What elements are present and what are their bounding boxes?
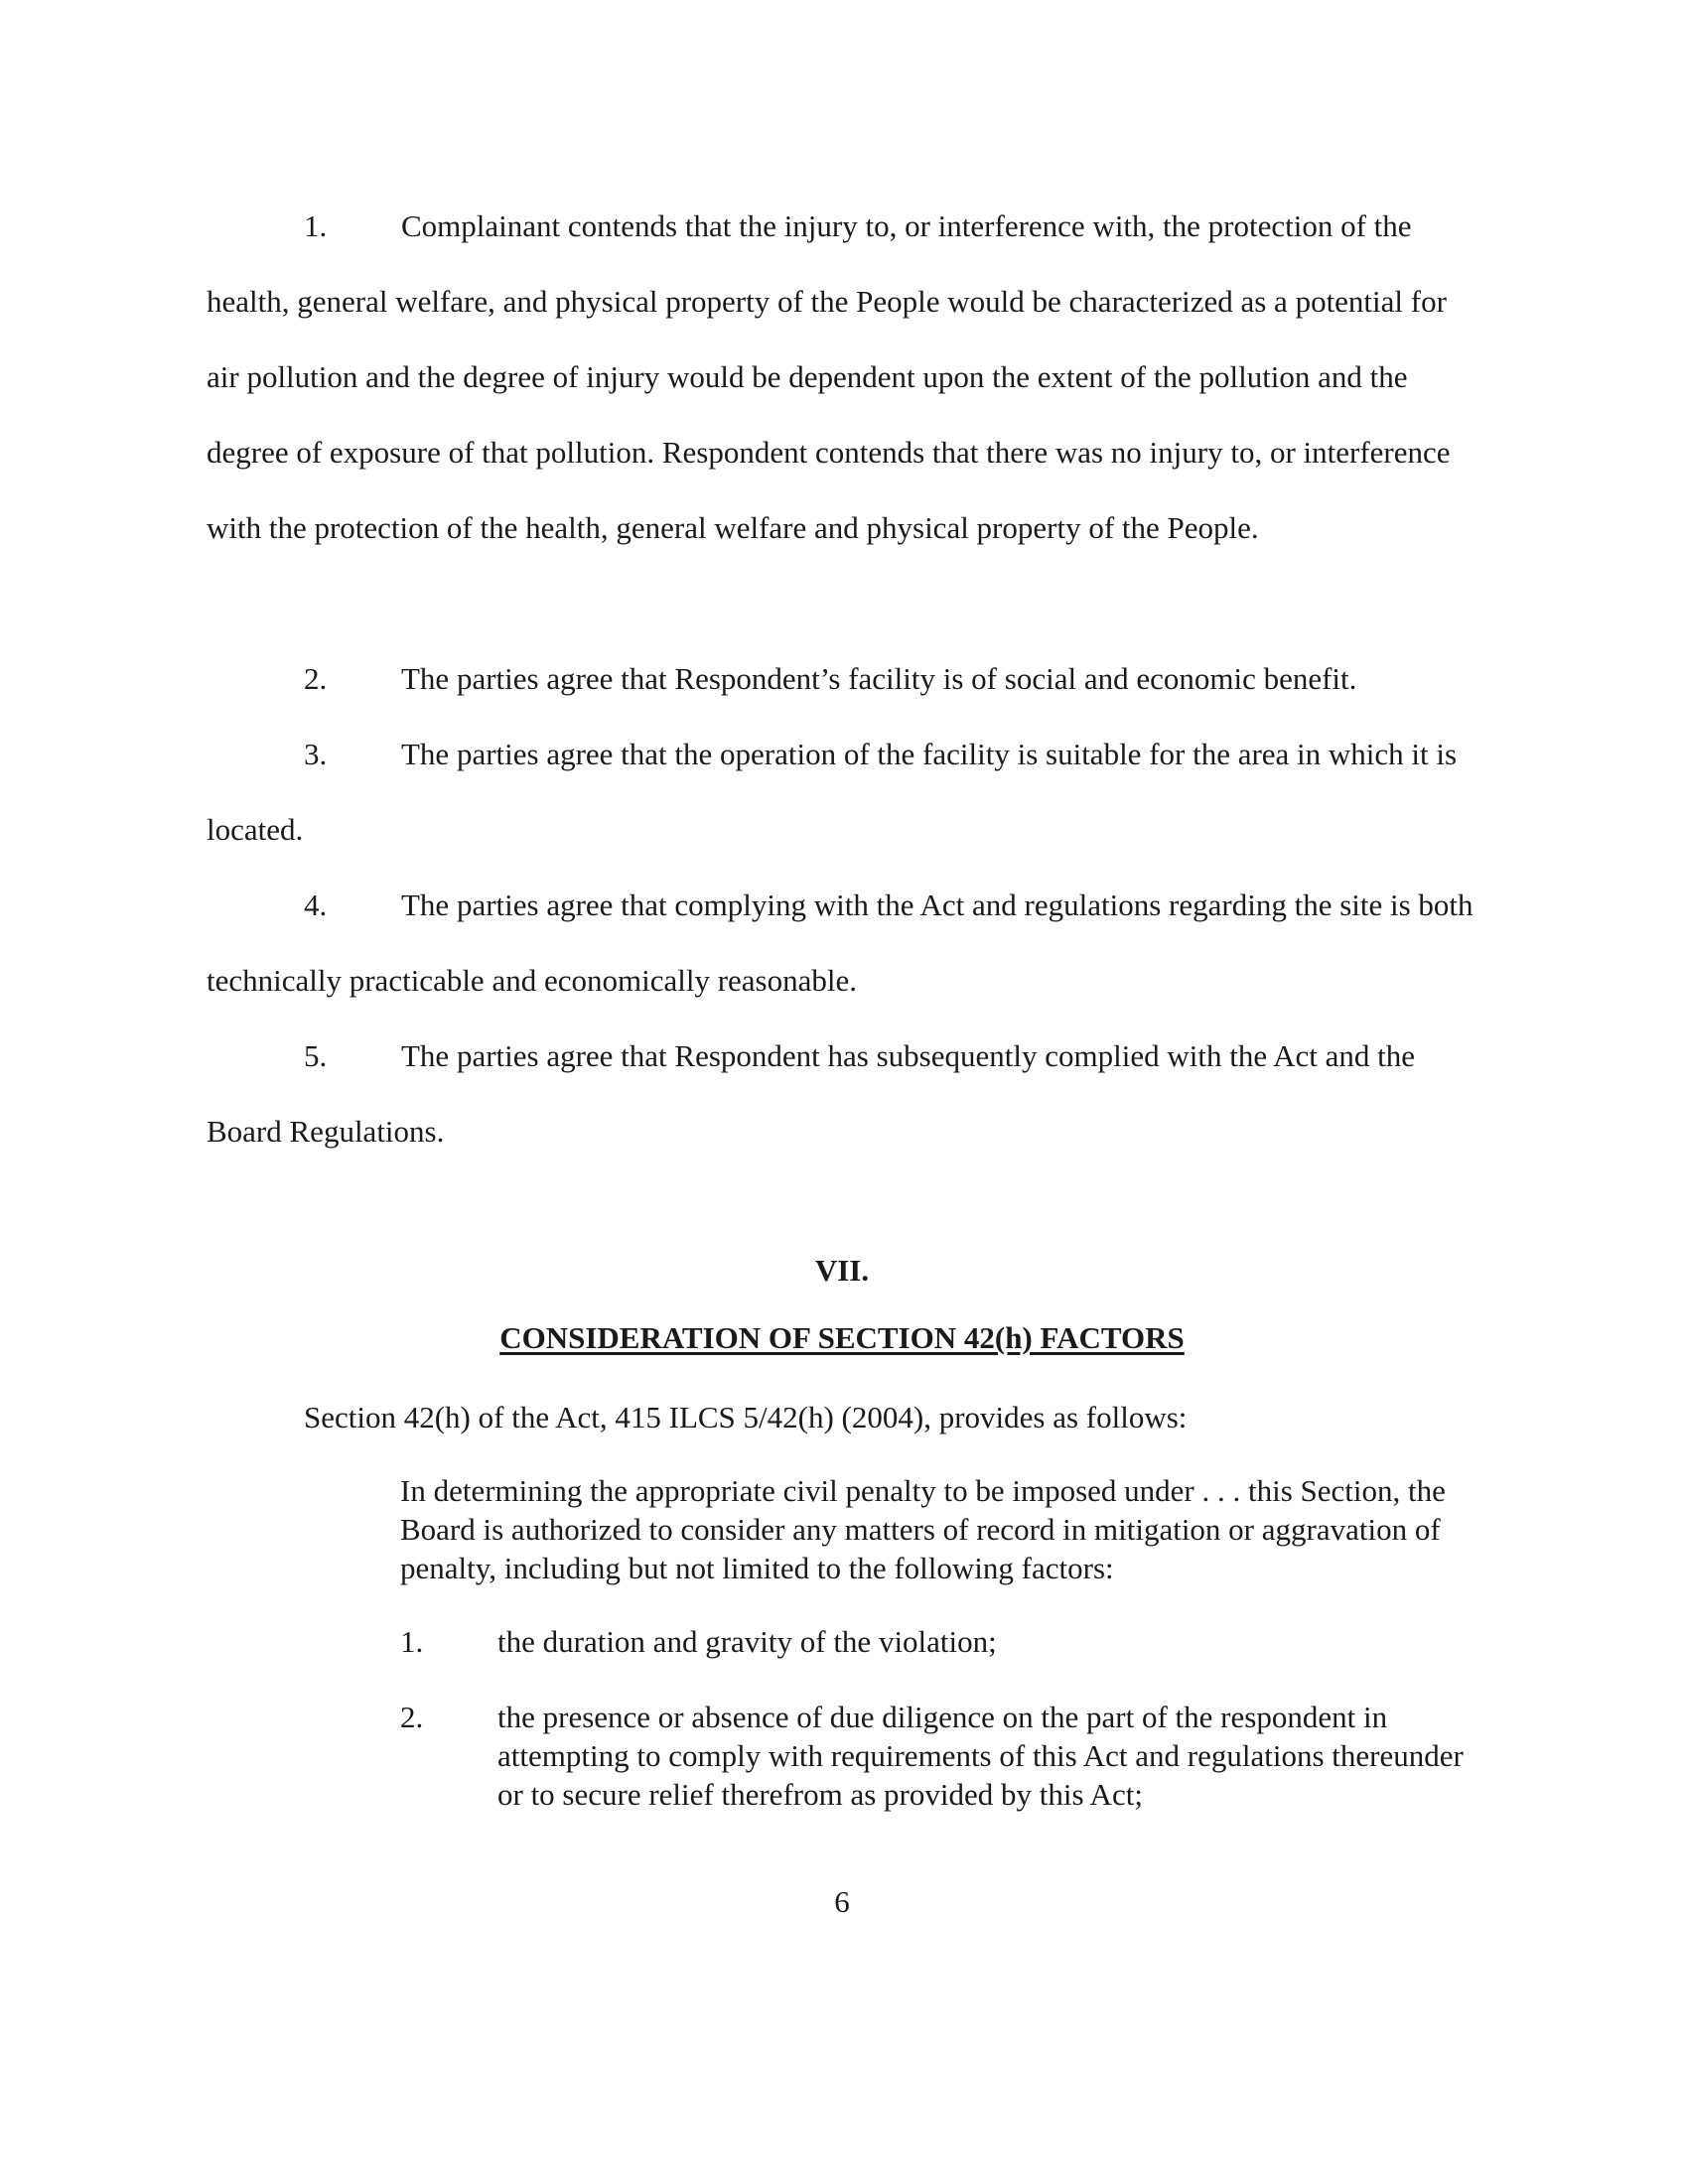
- paragraph-text: Complainant contends that the injury to, or interference with, the protection of the health, general welfare, and physical property of the People would be characterized as a potential for air pollution and the degree of injury would be dependent upon the extent of the pollution and the degree of exposure of that pollution. Respondent contends that there was no injury to, or interference with the protection of the health, general welfare and physical property of the People.: [207, 208, 1451, 545]
- section-numeral: VII.: [814, 1253, 870, 1288]
- quote-item-text: the presence or absence of due diligence on the part of the respondent in attempting to comply with requirements of this Act and regulations thereunder or to secure relief therefrom as provided by this Act;: [497, 1700, 1464, 1812]
- paragraph-number: 3.: [304, 737, 328, 771]
- quote-item-1: [400, 1622, 1482, 1661]
- paragraph-3: [207, 717, 1482, 868]
- quote-item-text: the duration and gravity of the violation;: [497, 1624, 997, 1659]
- paragraph-2: [207, 641, 1482, 717]
- quote-item-number: 1.: [400, 1624, 424, 1659]
- paragraph-number: 4.: [304, 887, 328, 922]
- quote-item-2: [400, 1698, 1482, 1814]
- paragraph-5: [207, 1019, 1482, 1169]
- paragraph-text: The parties agree that the operation of the facility is suitable for the area in which it is located.: [207, 737, 1458, 847]
- paragraph-number: 1.: [304, 208, 328, 243]
- section-title-text: CONSIDERATION OF SECTION 42(h) FACTORS: [499, 1320, 1185, 1355]
- quote-item-number: 2.: [400, 1700, 424, 1734]
- paragraph-text: The parties agree that Respondent’s facility is of social and economic benefit.: [401, 661, 1357, 696]
- section-title: [0, 1320, 1684, 1356]
- paragraph-4: [207, 868, 1482, 1019]
- paragraph-number: 5.: [304, 1038, 328, 1073]
- block-quote: In determining the appropriate civil penalty to be imposed under . . . this Section, the Board is authorized to consider any matters of record in mitigation or aggravation of penalty, including but not limited to the following factors:: [400, 1473, 1446, 1585]
- paragraph-text: The parties agree that Respondent has subsequently complied with the Act and the Board Regulations.: [207, 1038, 1416, 1149]
- section-intro: Section 42(h) of the Act, 415 ILCS 5/42(h) (2004), provides as follows:: [304, 1400, 1188, 1434]
- paragraph-text: The parties agree that complying with the Act and regulations regarding the site is both technically practicable and economically reasonable.: [207, 887, 1474, 998]
- page-number: 6: [834, 1884, 850, 1919]
- paragraph-number: 2.: [304, 661, 328, 696]
- paragraph-1: [207, 189, 1482, 566]
